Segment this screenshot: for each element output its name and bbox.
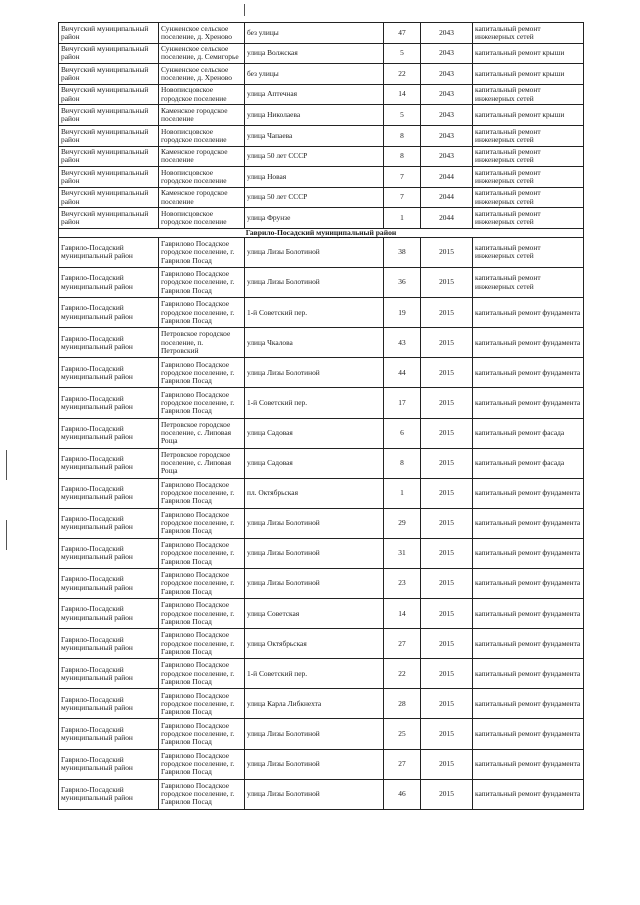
year-cell: 2015	[421, 749, 473, 779]
work-type-cell: капитальный ремонт фундамента	[473, 779, 584, 809]
work-type-cell: капитальный ремонт фасада	[473, 418, 584, 448]
table-row	[59, 23, 584, 44]
street-cell: улица Лизы Болотиной	[245, 508, 384, 538]
settlement-cell: Новописцовское городское поселение	[159, 125, 245, 146]
district-cell: Вичугский муниципальный район	[59, 125, 159, 146]
table-row	[59, 689, 584, 719]
table-row	[59, 418, 584, 448]
section-header-row	[59, 228, 584, 237]
work-type-cell: капитальный ремонт фундамента	[473, 508, 584, 538]
house-number-cell: 23	[384, 568, 421, 598]
district-cell: Гаврило-Посадский муниципальный район	[59, 568, 159, 598]
scan-artifact-left	[6, 520, 7, 550]
table-row	[59, 629, 584, 659]
work-type-cell: капитальный ремонт фасада	[473, 448, 584, 478]
street-cell: улица Садовая	[245, 418, 384, 448]
work-type-cell: капитальный ремонт крыши	[473, 43, 584, 64]
year-cell: 2044	[421, 208, 473, 229]
district-cell: Гаврило-Посадский муниципальный район	[59, 237, 159, 267]
district-cell: Вичугский муниципальный район	[59, 64, 159, 85]
year-cell: 2015	[421, 568, 473, 598]
house-number-cell: 46	[384, 779, 421, 809]
house-number-cell: 7	[384, 167, 421, 188]
work-type-cell: капитальный ремонт фундамента	[473, 478, 584, 508]
street-cell: улица Лизы Болотиной	[245, 268, 384, 298]
work-type-cell: капитальный ремонт инженерных сетей	[473, 237, 584, 267]
table-row	[59, 237, 584, 267]
street-cell: 1-й Советский пер.	[245, 388, 384, 418]
house-number-cell: 29	[384, 508, 421, 538]
house-number-cell: 14	[384, 599, 421, 629]
table-row	[59, 538, 584, 568]
settlement-cell: Гаврилово Посадское городское поселение, г. Гаврилов Посад	[159, 538, 245, 568]
house-number-cell: 19	[384, 298, 421, 328]
settlement-cell: Гаврилово Посадское городское поселение, г. Гаврилов Посад	[159, 298, 245, 328]
work-type-cell: капитальный ремонт инженерных сетей	[473, 167, 584, 188]
work-type-cell: капитальный ремонт инженерных сетей	[473, 23, 584, 44]
house-number-cell: 6	[384, 418, 421, 448]
street-cell: улица 50 лет СССР	[245, 187, 384, 208]
settlement-cell: Каменское городское поселение	[159, 146, 245, 167]
year-cell: 2043	[421, 64, 473, 85]
house-number-cell: 38	[384, 237, 421, 267]
street-cell: улица Николаева	[245, 105, 384, 126]
settlement-cell: Новописцовское городское поселение	[159, 84, 245, 105]
street-cell: улица Лизы Болотиной	[245, 719, 384, 749]
street-cell: улица Садовая	[245, 448, 384, 478]
repair-program-table	[58, 22, 584, 810]
street-cell: улица Чкалова	[245, 328, 384, 358]
work-type-cell: капитальный ремонт крыши	[473, 105, 584, 126]
scan-artifact-top	[244, 4, 245, 16]
work-type-cell: капитальный ремонт фундамента	[473, 719, 584, 749]
house-number-cell: 8	[384, 125, 421, 146]
settlement-cell: Гаврилово Посадское городское поселение, г. Гаврилов Посад	[159, 659, 245, 689]
district-cell: Гаврило-Посадский муниципальный район	[59, 538, 159, 568]
street-cell: улица Чапаева	[245, 125, 384, 146]
street-cell: улица Новая	[245, 167, 384, 188]
year-cell: 2015	[421, 779, 473, 809]
work-type-cell: капитальный ремонт инженерных сетей	[473, 146, 584, 167]
house-number-cell: 5	[384, 43, 421, 64]
work-type-cell: капитальный ремонт инженерных сетей	[473, 187, 584, 208]
district-cell: Гаврило-Посадский муниципальный район	[59, 599, 159, 629]
settlement-cell: Новописцовское городское поселение	[159, 167, 245, 188]
year-cell: 2015	[421, 719, 473, 749]
year-cell: 2015	[421, 237, 473, 267]
table-row	[59, 64, 584, 85]
house-number-cell: 8	[384, 448, 421, 478]
district-cell: Вичугский муниципальный район	[59, 105, 159, 126]
street-cell: улица Аптечная	[245, 84, 384, 105]
house-number-cell: 7	[384, 187, 421, 208]
settlement-cell: Гаврилово Посадское городское поселение, г. Гаврилов Посад	[159, 268, 245, 298]
settlement-cell: Гаврилово Посадское городское поселение, г. Гаврилов Посад	[159, 237, 245, 267]
year-cell: 2015	[421, 629, 473, 659]
district-cell: Гаврило-Посадский муниципальный район	[59, 508, 159, 538]
district-cell: Вичугский муниципальный район	[59, 43, 159, 64]
house-number-cell: 22	[384, 64, 421, 85]
street-cell: улица Лизы Болотиной	[245, 568, 384, 598]
work-type-cell: капитальный ремонт фундамента	[473, 538, 584, 568]
settlement-cell: Сунженское сельское поселение, д. Семигорье	[159, 43, 245, 64]
street-cell: улица Октябрьская	[245, 629, 384, 659]
work-type-cell: капитальный ремонт фундамента	[473, 358, 584, 388]
year-cell: 2044	[421, 167, 473, 188]
year-cell: 2015	[421, 448, 473, 478]
year-cell: 2015	[421, 478, 473, 508]
year-cell: 2015	[421, 689, 473, 719]
district-cell: Гаврило-Посадский муниципальный район	[59, 448, 159, 478]
house-number-cell: 43	[384, 328, 421, 358]
settlement-cell: Петровское городское поселение, с. Липовая Роща	[159, 448, 245, 478]
house-number-cell: 44	[384, 358, 421, 388]
house-number-cell: 17	[384, 388, 421, 418]
year-cell: 2015	[421, 538, 473, 568]
work-type-cell: капитальный ремонт фундамента	[473, 689, 584, 719]
district-cell: Гаврило-Посадский муниципальный район	[59, 689, 159, 719]
settlement-cell: Гаврилово Посадское городское поселение, г. Гаврилов Посад	[159, 719, 245, 749]
table-row	[59, 388, 584, 418]
year-cell: 2043	[421, 146, 473, 167]
year-cell: 2043	[421, 105, 473, 126]
year-cell: 2015	[421, 358, 473, 388]
street-cell: пл. Октябрьская	[245, 478, 384, 508]
settlement-cell: Гаврилово Посадское городское поселение, г. Гаврилов Посад	[159, 599, 245, 629]
street-cell: улица Советская	[245, 599, 384, 629]
work-type-cell: капитальный ремонт фундамента	[473, 749, 584, 779]
house-number-cell: 28	[384, 689, 421, 719]
district-cell: Вичугский муниципальный район	[59, 84, 159, 105]
settlement-cell: Новописцовское городское поселение	[159, 208, 245, 229]
district-cell: Вичугский муниципальный район	[59, 23, 159, 44]
settlement-cell: Гаврилово Посадское городское поселение, г. Гаврилов Посад	[159, 749, 245, 779]
house-number-cell: 36	[384, 268, 421, 298]
settlement-cell: Сунженское сельское поселение, д. Хреново	[159, 64, 245, 85]
table-row	[59, 84, 584, 105]
year-cell: 2015	[421, 599, 473, 629]
table-row	[59, 719, 584, 749]
district-cell: Гаврило-Посадский муниципальный район	[59, 779, 159, 809]
street-cell: улица 50 лет СССР	[245, 146, 384, 167]
street-cell: улица Лизы Болотиной	[245, 538, 384, 568]
district-cell: Гаврило-Посадский муниципальный район	[59, 659, 159, 689]
settlement-cell: Гаврилово Посадское городское поселение, г. Гаврилов Посад	[159, 358, 245, 388]
house-number-cell: 22	[384, 659, 421, 689]
table-row	[59, 125, 584, 146]
work-type-cell: капитальный ремонт инженерных сетей	[473, 268, 584, 298]
work-type-cell: капитальный ремонт инженерных сетей	[473, 125, 584, 146]
district-cell: Гаврило-Посадский муниципальный район	[59, 418, 159, 448]
district-cell: Гаврило-Посадский муниципальный район	[59, 268, 159, 298]
district-cell: Гаврило-Посадский муниципальный район	[59, 719, 159, 749]
settlement-cell: Гаврилово Посадское городское поселение, г. Гаврилов Посад	[159, 508, 245, 538]
table-row	[59, 298, 584, 328]
district-cell: Гаврило-Посадский муниципальный район	[59, 749, 159, 779]
scan-artifact-left	[6, 450, 7, 480]
house-number-cell: 8	[384, 146, 421, 167]
work-type-cell: капитальный ремонт фундамента	[473, 328, 584, 358]
table-row	[59, 268, 584, 298]
district-cell: Гаврило-Посадский муниципальный район	[59, 328, 159, 358]
table-row	[59, 659, 584, 689]
settlement-cell: Гаврилово Посадское городское поселение, г. Гаврилов Посад	[159, 629, 245, 659]
work-type-cell: капитальный ремонт инженерных сетей	[473, 84, 584, 105]
district-cell: Гаврило-Посадский муниципальный район	[59, 358, 159, 388]
house-number-cell: 27	[384, 749, 421, 779]
work-type-cell: капитальный ремонт фундамента	[473, 599, 584, 629]
table-row	[59, 43, 584, 64]
street-cell: 1-й Советский пер.	[245, 298, 384, 328]
year-cell: 2015	[421, 508, 473, 538]
work-type-cell: капитальный ремонт фундамента	[473, 388, 584, 418]
year-cell: 2015	[421, 388, 473, 418]
settlement-cell: Петровское городское поселение, п. Петровский	[159, 328, 245, 358]
house-number-cell: 1	[384, 208, 421, 229]
table-row	[59, 478, 584, 508]
district-cell: Гаврило-Посадский муниципальный район	[59, 629, 159, 659]
house-number-cell: 1	[384, 478, 421, 508]
work-type-cell: капитальный ремонт фундамента	[473, 629, 584, 659]
year-cell: 2043	[421, 23, 473, 44]
year-cell: 2015	[421, 659, 473, 689]
street-cell: улица Лизы Болотиной	[245, 358, 384, 388]
table-row	[59, 749, 584, 779]
street-cell: улица Фрунзе	[245, 208, 384, 229]
table-row	[59, 779, 584, 809]
table-row	[59, 328, 584, 358]
house-number-cell: 5	[384, 105, 421, 126]
work-type-cell: капитальный ремонт крыши	[473, 64, 584, 85]
settlement-cell: Сунженское сельское поселение, д. Хреново	[159, 23, 245, 44]
street-cell: улица Лизы Болотиной	[245, 779, 384, 809]
table-row	[59, 508, 584, 538]
settlement-cell: Гаврилово Посадское городское поселение, г. Гаврилов Посад	[159, 568, 245, 598]
year-cell: 2015	[421, 418, 473, 448]
settlement-cell: Каменское городское поселение	[159, 187, 245, 208]
work-type-cell: капитальный ремонт инженерных сетей	[473, 208, 584, 229]
table-row	[59, 568, 584, 598]
house-number-cell: 27	[384, 629, 421, 659]
street-cell: улица Карла Либкнехта	[245, 689, 384, 719]
year-cell: 2043	[421, 125, 473, 146]
house-number-cell: 14	[384, 84, 421, 105]
table-body	[59, 23, 584, 810]
street-cell: без улицы	[245, 23, 384, 44]
settlement-cell: Гаврилово Посадское городское поселение, г. Гаврилов Посад	[159, 478, 245, 508]
district-cell: Вичугский муниципальный район	[59, 187, 159, 208]
district-cell: Гаврило-Посадский муниципальный район	[59, 388, 159, 418]
street-cell: улица Волжская	[245, 43, 384, 64]
house-number-cell: 31	[384, 538, 421, 568]
table-row	[59, 167, 584, 188]
house-number-cell: 25	[384, 719, 421, 749]
settlement-cell: Каменское городское поселение	[159, 105, 245, 126]
table-row	[59, 358, 584, 388]
year-cell: 2044	[421, 187, 473, 208]
year-cell: 2043	[421, 43, 473, 64]
district-cell: Гаврило-Посадский муниципальный район	[59, 298, 159, 328]
section-title: Гаврило-Посадский муниципальный район	[59, 228, 584, 237]
district-cell: Вичугский муниципальный район	[59, 208, 159, 229]
work-type-cell: капитальный ремонт фундамента	[473, 298, 584, 328]
table-row	[59, 146, 584, 167]
settlement-cell: Гаврилово Посадское городское поселение, г. Гаврилов Посад	[159, 779, 245, 809]
house-number-cell: 47	[384, 23, 421, 44]
street-cell: улица Лизы Болотиной	[245, 749, 384, 779]
settlement-cell: Петровское городское поселение, с. Липовая Роща	[159, 418, 245, 448]
street-cell: без улицы	[245, 64, 384, 85]
table-row	[59, 599, 584, 629]
year-cell: 2015	[421, 268, 473, 298]
year-cell: 2043	[421, 84, 473, 105]
year-cell: 2015	[421, 328, 473, 358]
table-row	[59, 105, 584, 126]
street-cell: 1-й Советский пер.	[245, 659, 384, 689]
district-cell: Вичугский муниципальный район	[59, 146, 159, 167]
table-row	[59, 208, 584, 229]
table-row	[59, 448, 584, 478]
work-type-cell: капитальный ремонт фундамента	[473, 568, 584, 598]
year-cell: 2015	[421, 298, 473, 328]
settlement-cell: Гаврилово Посадское городское поселение, г. Гаврилов Посад	[159, 689, 245, 719]
settlement-cell: Гаврилово Посадское городское поселение, г. Гаврилов Посад	[159, 388, 245, 418]
table-row	[59, 187, 584, 208]
district-cell: Гаврило-Посадский муниципальный район	[59, 478, 159, 508]
work-type-cell: капитальный ремонт фундамента	[473, 659, 584, 689]
district-cell: Вичугский муниципальный район	[59, 167, 159, 188]
street-cell: улица Лизы Болотиной	[245, 237, 384, 267]
